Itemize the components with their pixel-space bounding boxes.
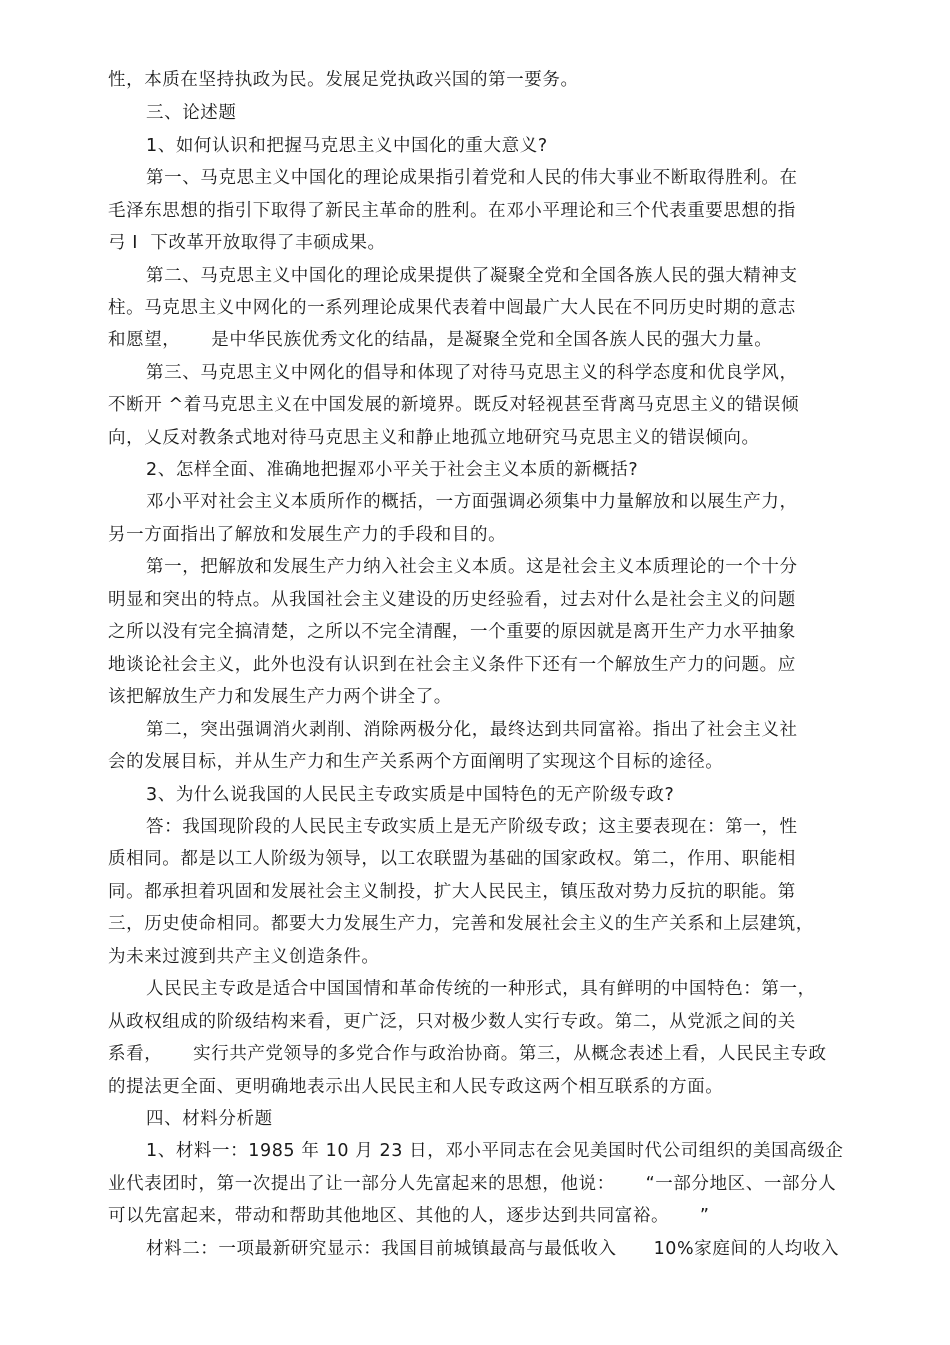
text-line: 会的发展目标，并从生产力和生产关系两个方面阐明了实现这个目标的途径。 [108, 752, 724, 772]
text-line: 1、材料一：1985 年 10 月 23 日，邓小平同志在会见美国时代公司组织的美国高级企 [146, 1141, 844, 1161]
text-line: 另一方面指出了解放和发展生产力的手段和目的。 [108, 525, 507, 545]
text-line: 第二，突出强调消火剥削、消除两极分化，最终达到共同富裕。指出了社会主义社 [146, 720, 798, 740]
text-line: 性，本质在坚持执政为民。发展足党执政兴国的第一要务。 [108, 70, 579, 90]
text-line: 第三、马克思主义中网化的倡导和体现了对待马克思主义的科学态度和优良学风， [146, 363, 798, 383]
text-line: 毛泽东思想的指引下取得了新民主革命的胜利。在邓小平理论和三个代表重要思想的指 [108, 201, 796, 221]
text-line: 1、如何认识和把握马克思主义中国化的重大意义? [146, 136, 548, 156]
text-line: 材料二：一项最新研究显示：我国目前城镇最高与最低收入 10%家庭间的人均收入 [146, 1239, 840, 1259]
text-line: 和愿望， 是中华民族优秀文化的结晶，是凝聚全党和全国各族人民的强大力量。 [108, 330, 773, 350]
text-line: 2、怎样全面、准确地把握邓小平关于社会主义本质的新概括? [146, 460, 639, 480]
text-line: 三，历史使命相同。都要大力发展生产力，完善和发展社会主义的生产关系和上层建筑， [108, 914, 814, 934]
text-line: 柱。马克思主义中网化的一系列理论成果代表着中闿最广大人民在不冋历史时期的意志 [108, 298, 796, 318]
text-line: 同。都承担着巩固和发展社会主义制投，扩大人民民主，镇压敌对势力反抗的职能。第 [108, 882, 796, 902]
text-line: 质相同。都是以工人阶级为领导，以工农联盟为基础的国家政权。第二，作用、职能相 [108, 849, 796, 869]
text-line: 之所以没有完全搞清楚，之所以不完全清醒，一个重要的原因就是离开生产力水平抽象 [108, 622, 796, 642]
text-line: 向，乂反对教条式地对待马克思主义和静止地孤立地研究马克思主义的错误倾向。 [108, 428, 760, 448]
text-line: 人民民主专政是适合中国国情和革命传统的一种形式，具有鲜明的中国特色：第一， [146, 979, 816, 999]
text-line: 明显和突出的特点。从我国社会主义建设的历史经验看，过去对什么是社会主义的问题 [108, 590, 796, 610]
text-line: 该把解放生产力和发展生产力两个讲全了。 [108, 687, 452, 707]
text-line: 系看， 实行共产党领导的多党合作与政治协商。第三，从概念表述上看，人民民主专政 [108, 1044, 827, 1064]
text-line: 第二、马克思主义中国化的理论成果提供了凝聚全党和全国各族人民的强大精神支 [146, 266, 798, 286]
text-line: 三、论述题 [146, 103, 237, 123]
text-line: 业代表团时，第一次提出了让一部分人先富起来的思想，他说： “一部分地区、一部分人 [108, 1174, 837, 1194]
text-line: 不断开 ^着马克思主义在中国发展的新境界。既反对轻视甚至背离马克思主义的错误倾 [108, 395, 800, 415]
text-line: 第一，把解放和发展生产力纳入社会主义本质。这是社会主义本质理论的一个十分 [146, 557, 798, 577]
text-line: 第一、马克思主义中国化的理论成果指引着党和人民的伟大事业不断取得胜利。在 [146, 168, 798, 188]
text-line: 从政权组成的阶级结构来看，更广泛，只对极少数人实行专政。第二，从党派之间的关 [108, 1012, 796, 1032]
text-line: 的提法更全面、更明确地表示出人民民主和人民专政这两个相互联系的方面。 [108, 1077, 724, 1097]
text-line: 地谈论社会主义，此外也没有认识到在社会主义条件下还有一个解放生产力的问题。应 [108, 655, 796, 675]
text-line: 3、为什么说我国的人民民主专政实质是中国特色的无产阶级专政? [146, 785, 675, 805]
text-line: 为未来过渡到共产主义创造条件。 [108, 947, 380, 967]
text-line: 四、材料分析题 [146, 1109, 273, 1129]
text-line: 可以先富起来，带动和帮助其他地区、其他的人，逐步达到共同富裕。 ” [108, 1206, 710, 1226]
text-line: 弓 I 下改革开放取得了丰硕成果。 [108, 233, 386, 253]
text-line: 答：我国现阶段的人民民主专政实质上是无产阶级专政；这主要表现在：第一，性 [146, 817, 798, 837]
text-line: 邓小平对社会主义本质所作的概括，一方面强调必须集中力量解放和以展生产力， [146, 492, 798, 512]
